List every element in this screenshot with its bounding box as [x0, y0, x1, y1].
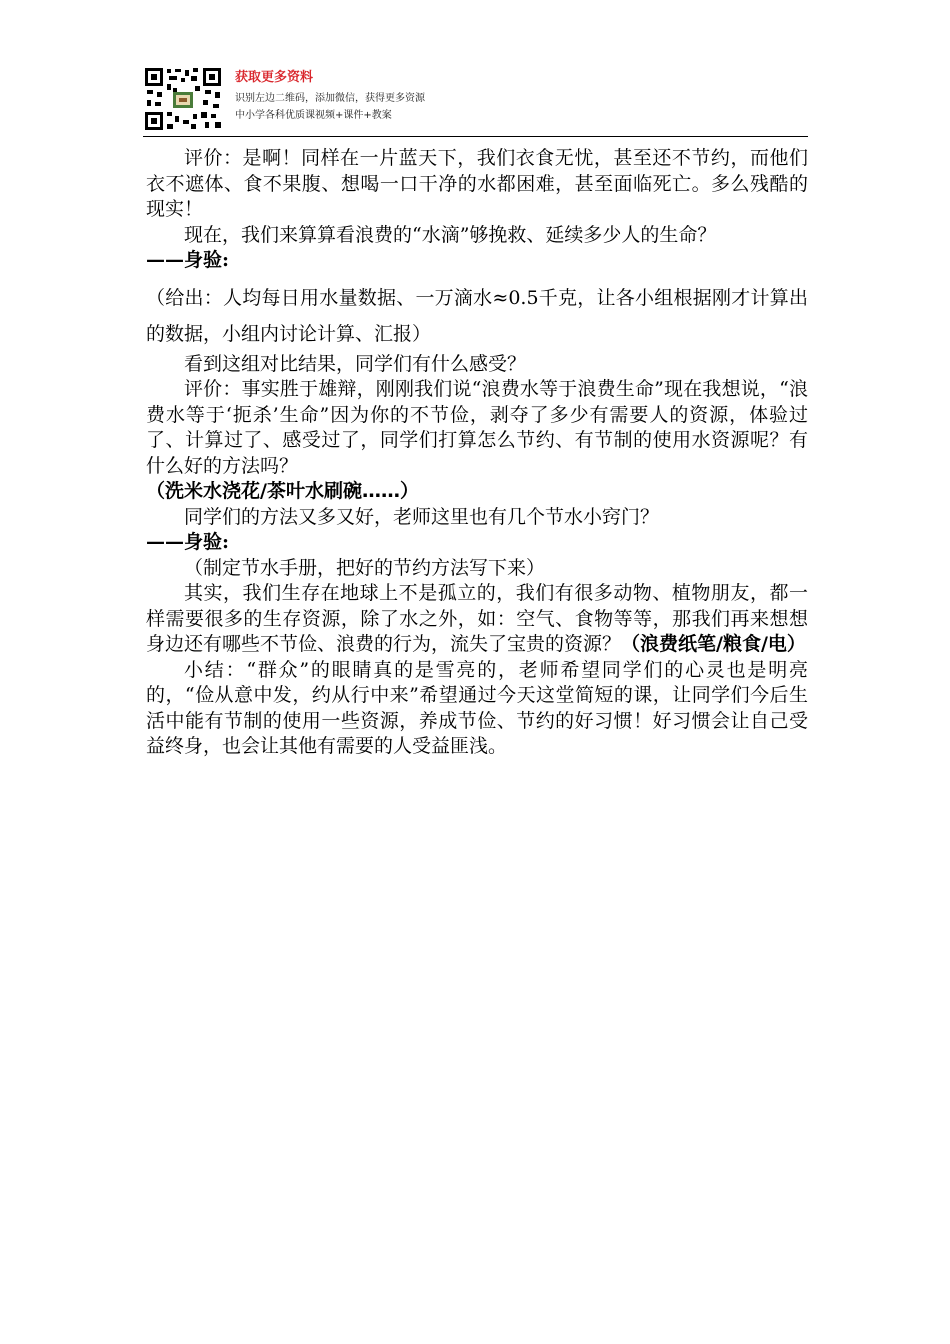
section-heading-experience-2: ——身验: — [146, 531, 230, 553]
header-title: 获取更多资料 — [235, 70, 314, 85]
qr-code-icon[interactable] — [143, 66, 223, 132]
paragraph-resources-waste: （浪费纸笔/粮食/电） — [621, 633, 806, 655]
header-text — [235, 66, 425, 122]
header-line-2: 中小学各科优质课视频+课件+教案 — [235, 110, 392, 121]
paragraph-feelings: 看到这组对比结果，同学们有什么感受？ — [184, 352, 527, 375]
paragraph-resources-text: 其实，我们生存在地球上不是孤立的，我们有很多动物、植物朋友，都一样需要很多的生存资源，除了水之外，如：空气、食物等等，那我们再来想想身边还有哪些不节俭、浪费的行为，流失了宝贵的资源？ — [146, 582, 808, 655]
header-line-1: 识别左边二维码，添加微信，获得更多资源 — [235, 93, 425, 104]
section-heading-experience-1: ——身验: — [146, 249, 230, 271]
paragraph-resources — [146, 581, 808, 658]
paragraph-given-data: （给出：人均每日用水量数据、一万滴水≈0.5千克，让各小组根据刚才计算出的数据，小组内讨论计算、汇报） — [146, 286, 808, 345]
paragraph-handbook: （制定节水手册，把好的节约方法写下来） — [184, 556, 546, 579]
paragraph-methods: （洗米水浇花/茶叶水刷碗……） — [146, 480, 419, 502]
paragraph-summary: 小结：“群众”的眼睛真的是雪亮的，老师希望同学们的心灵也是明亮的，“俭从意中发，约从行中来”希望通过今天这堂简短的课，让同学们今后生活中能有节制的使用一些资源，养成节俭、节约的好习惯！好习惯会让自己受益终身，也会让其他有需要的人受益匪浅。 — [146, 658, 808, 757]
paragraph-calculate: 现在，我们来算算看浪费的“水滴”够挽救、延续多少人的生命？ — [184, 223, 717, 246]
paragraph-evaluation-2: 评价：事实胜于雄辩，刚刚我们说“浪费水等于浪费生命”现在我想说，“浪费水等于‘扼杀’生命”因为你的不节俭，剥夺了多少有需要人的资源，体验过了、计算过了、感受过了，同学们打算怎么节约、有节制的使用水资源呢？有什么好的方法吗？ — [146, 378, 808, 477]
page-header — [143, 66, 808, 136]
document-body — [146, 146, 808, 760]
paragraph-evaluation-1: 评价：是啊！同样在一片蓝天下，我们衣食无忧，甚至还不节约，而他们衣不遮体、食不果腹、想喝一口干净的水都困难，甚至面临死亡。多么残酷的现实！ — [146, 147, 808, 220]
paragraph-tips: 同学们的方法又多又好，老师这里也有几个节水小窍门？ — [184, 505, 660, 528]
header-divider — [143, 136, 808, 137]
